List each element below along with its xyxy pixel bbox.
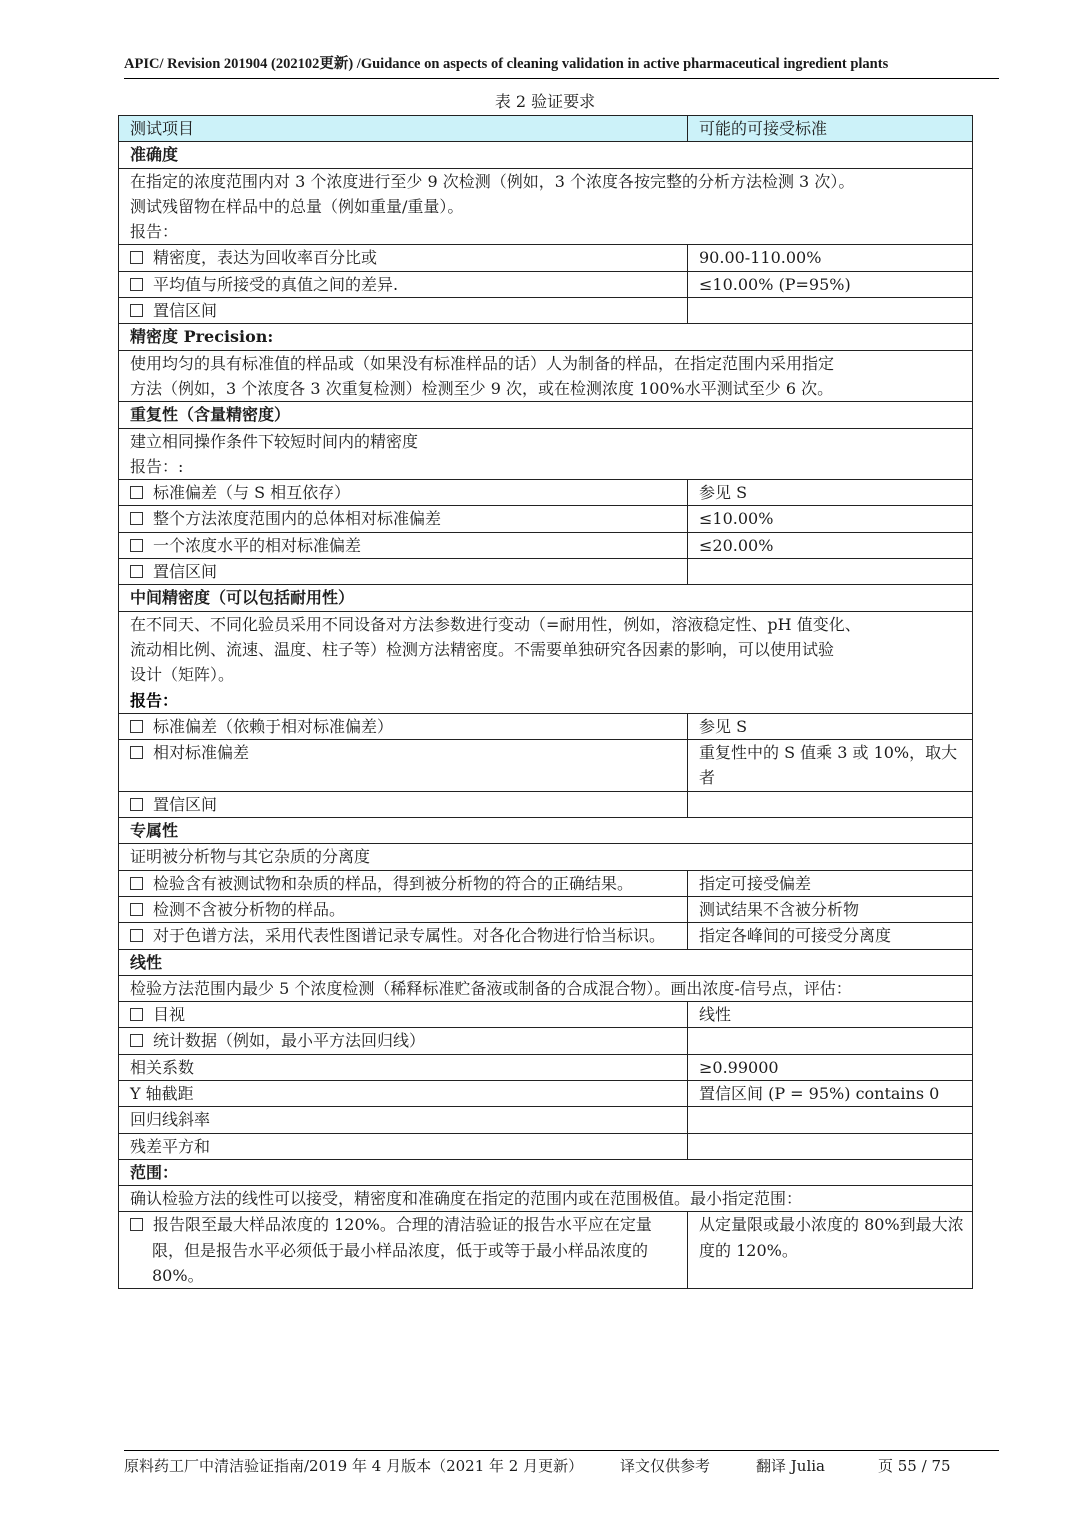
checkbox-item: 精密度，表达为回收率百分比或 bbox=[119, 245, 688, 271]
checkbox-item: 目视 bbox=[119, 1002, 688, 1028]
section-row-specificity bbox=[119, 818, 973, 844]
checkbox-item: 报告限至最大样品浓度的 120%。合理的清洁验证的报告水平应在定量限，但是报告水平必须低于最小样品浓度，低于或等于最小样品浓度的 80%。 bbox=[119, 1212, 688, 1289]
table-row bbox=[119, 559, 973, 585]
table-row bbox=[119, 791, 973, 817]
table-row bbox=[119, 1080, 973, 1106]
checkbox-icon bbox=[130, 565, 143, 578]
checkbox-icon bbox=[130, 798, 143, 811]
criteria-cell bbox=[688, 559, 973, 585]
section-description: 检验方法范围内最少 5 个浓度检测（稀释标准贮备液或制备的合成混合物）。画出浓度-信号点，评估： bbox=[119, 975, 973, 1001]
checkbox-item: 相对标准偏差 bbox=[119, 740, 688, 792]
table-caption: 表 2 验证要求 bbox=[494, 92, 596, 111]
table-row bbox=[119, 1133, 973, 1159]
criteria-cell: ≤10.00% (P=95%) bbox=[688, 271, 973, 297]
description-row bbox=[119, 350, 973, 402]
table-header-row bbox=[119, 116, 973, 142]
checkbox-icon bbox=[130, 251, 143, 264]
checkbox-item: 整个方法浓度范围内的总体相对标准偏差 bbox=[119, 506, 688, 532]
checkbox-item: 置信区间 bbox=[119, 559, 688, 585]
footer-translator: 翻译 Julia bbox=[756, 1457, 825, 1475]
checkbox-icon bbox=[130, 877, 143, 890]
page-header: APIC/ Revision 201904 (202102更新) /Guidance on aspects of cleaning validation in active pharmaceutical ingredient plants bbox=[124, 52, 999, 79]
checkbox-icon bbox=[130, 1218, 143, 1231]
table-row bbox=[119, 298, 973, 324]
description-row bbox=[119, 428, 973, 480]
criteria-cell bbox=[688, 298, 973, 324]
checkbox-icon bbox=[130, 1034, 143, 1047]
table-row bbox=[119, 740, 973, 792]
checkbox-icon bbox=[130, 539, 143, 552]
section-row-linearity bbox=[119, 949, 973, 975]
checkbox-icon bbox=[130, 304, 143, 317]
section-description: 在不同天、不同化验员采用不同设备对方法参数进行变动（=耐用性，例如，溶液稳定性、pH 值变化、 流动相比例、流速、温度、柱子等）检测方法精密度。不需要单独研究各因素的影响，可以使用试验 设计（矩阵）。 报告： bbox=[119, 611, 973, 713]
page-footer bbox=[124, 1450, 999, 1476]
description-row bbox=[119, 1186, 973, 1212]
table-row bbox=[119, 1212, 973, 1289]
criteria-cell: 从定量限或最小浓度的 80%到最大浓度的 120%。 bbox=[688, 1212, 973, 1289]
criteria-cell bbox=[688, 1028, 973, 1054]
criteria-cell bbox=[688, 1107, 973, 1133]
section-row-intermediate-precision bbox=[119, 585, 973, 611]
criteria-cell: 置信区间 (P = 95%) contains 0 bbox=[688, 1080, 973, 1106]
section-title-accuracy: 准确度 bbox=[119, 142, 973, 168]
table-row bbox=[119, 532, 973, 558]
checkbox-item: 统计数据（例如，最小平方法回归线） bbox=[119, 1028, 688, 1054]
item-cell: 相关系数 bbox=[119, 1054, 688, 1080]
table-row bbox=[119, 1107, 973, 1133]
section-description: 使用均匀的具有标准值的样品或（如果没有标准样品的话）人为制备的样品，在指定范围内采用指定 方法（例如，3 个浓度各 3 次重复检测）检测至少 9 次，或在检测浓度 100%水平测试至少 6 次。 bbox=[119, 350, 973, 402]
table-row bbox=[119, 713, 973, 739]
criteria-cell: ≥0.99000 bbox=[688, 1054, 973, 1080]
checkbox-icon bbox=[130, 746, 143, 759]
criteria-cell: 参见 S bbox=[688, 713, 973, 739]
section-title-repeatability: 重复性（含量精密度） bbox=[119, 402, 973, 428]
table-row bbox=[119, 1054, 973, 1080]
description-row bbox=[119, 975, 973, 1001]
footer-page-number: 页 55 / 75 bbox=[878, 1457, 951, 1475]
checkbox-icon bbox=[130, 720, 143, 733]
table-row bbox=[119, 506, 973, 532]
section-row-range bbox=[119, 1159, 973, 1185]
table-row bbox=[119, 480, 973, 506]
footer-note: 译文仅供参考 bbox=[620, 1457, 711, 1475]
checkbox-item: 置信区间 bbox=[119, 791, 688, 817]
item-cell: 残差平方和 bbox=[119, 1133, 688, 1159]
section-title-precision: 精密度 Precision: bbox=[119, 324, 973, 350]
criteria-cell: 线性 bbox=[688, 1002, 973, 1028]
section-description: 证明被分析物与其它杂质的分离度 bbox=[119, 844, 973, 870]
section-row-precision bbox=[119, 324, 973, 350]
criteria-cell: ≤20.00% bbox=[688, 532, 973, 558]
section-title-intermediate-precision: 中间精密度（可以包括耐用性） bbox=[119, 585, 973, 611]
validation-requirements-table bbox=[118, 115, 973, 1289]
criteria-cell bbox=[688, 1133, 973, 1159]
checkbox-item: 一个浓度水平的相对标准偏差 bbox=[119, 532, 688, 558]
checkbox-icon bbox=[130, 512, 143, 525]
description-row bbox=[119, 611, 973, 713]
checkbox-item: 标准偏差（与 S 相互依存） bbox=[119, 480, 688, 506]
checkbox-icon bbox=[130, 1008, 143, 1021]
footer-document-title: 原料药工厂中清洁验证指南/2019 年 4 月版本（2021 年 2 月更新） bbox=[124, 1457, 584, 1475]
criteria-cell: 指定可接受偏差 bbox=[688, 870, 973, 896]
item-cell: 回归线斜率 bbox=[119, 1107, 688, 1133]
section-description: 确认检验方法的线性可以接受，精密度和准确度在指定的范围内或在范围极值。最小指定范围： bbox=[119, 1186, 973, 1212]
checkbox-item: 平均值与所接受的真值之间的差异. bbox=[119, 271, 688, 297]
checkbox-icon bbox=[130, 903, 143, 916]
checkbox-item: 置信区间 bbox=[119, 298, 688, 324]
checkbox-icon bbox=[130, 278, 143, 291]
section-description: 建立相同操作条件下较短时间内的精密度 报告：: bbox=[119, 428, 973, 480]
checkbox-item: 检测不含被分析物的样品。 bbox=[119, 896, 688, 922]
description-row bbox=[119, 844, 973, 870]
checkbox-item: 标准偏差（依赖于相对标准偏差） bbox=[119, 713, 688, 739]
criteria-cell: ≤10.00% bbox=[688, 506, 973, 532]
section-title-linearity: 线性 bbox=[119, 949, 973, 975]
table-row bbox=[119, 1028, 973, 1054]
criteria-cell: 指定各峰间的可接受分离度 bbox=[688, 923, 973, 949]
section-row-accuracy bbox=[119, 142, 973, 168]
checkbox-item: 检验含有被测试物和杂质的样品，得到被分析物的符合的正确结果。 bbox=[119, 870, 688, 896]
column-header-test-item: 测试项目 bbox=[119, 116, 688, 142]
table-row bbox=[119, 271, 973, 297]
criteria-cell bbox=[688, 791, 973, 817]
table-row bbox=[119, 896, 973, 922]
section-row-repeatability bbox=[119, 402, 973, 428]
checkbox-icon bbox=[130, 486, 143, 499]
table-row bbox=[119, 923, 973, 949]
section-description: 在指定的浓度范围内对 3 个浓度进行至少 9 次检测（例如，3 个浓度各按完整的分析方法检测 3 次）。 测试残留物在样品中的总量（例如重量/重量）。 报告： bbox=[119, 168, 973, 245]
section-title-range: 范围： bbox=[119, 1159, 973, 1185]
item-cell: Y 轴截距 bbox=[119, 1080, 688, 1106]
checkbox-icon bbox=[130, 929, 143, 942]
column-header-criteria: 可能的可接受标准 bbox=[688, 116, 973, 142]
criteria-cell: 参见 S bbox=[688, 480, 973, 506]
table-row bbox=[119, 245, 973, 271]
description-row bbox=[119, 168, 973, 245]
criteria-cell: 90.00-110.00% bbox=[688, 245, 973, 271]
section-title-specificity: 专属性 bbox=[119, 818, 973, 844]
criteria-cell: 测试结果不含被分析物 bbox=[688, 896, 973, 922]
criteria-cell: 重复性中的 S 值乘 3 或 10%，取大者 bbox=[688, 740, 973, 792]
table-row bbox=[119, 1002, 973, 1028]
checkbox-item: 对于色谱方法，采用代表性图谱记录专属性。对各化合物进行恰当标识。 bbox=[119, 923, 688, 949]
table-row bbox=[119, 870, 973, 896]
